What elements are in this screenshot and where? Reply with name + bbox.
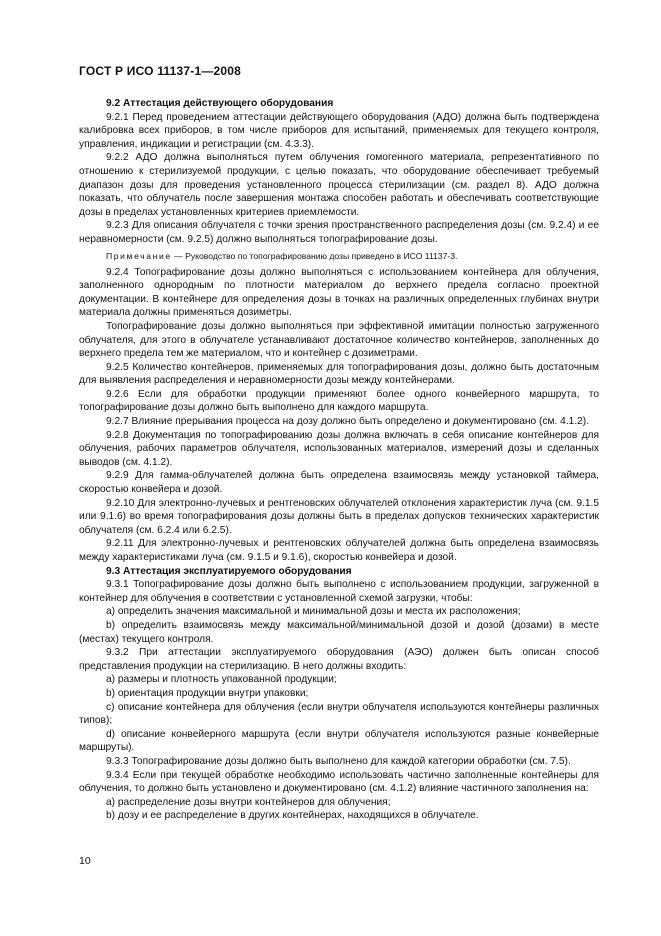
list-item-9-3-1-b: b) определить взаимосвязь между максимальной/минимальной дозой и дозой (дозами) в месте (местах) текущего контроля. bbox=[79, 619, 599, 645]
paragraph-9-2-1: 9.2.1 Перед проведением аттестации действующего оборудования (АДО) должна быть подтверждена калибровка всех приборов, в том числе приборов для испытаний, применяемых для текущего контроля, управления, индикации и регистрации (см. 4.3.3). bbox=[79, 111, 599, 150]
note bbox=[79, 250, 599, 263]
paragraph-9-2-8: 9.2.8 Документация по топографированию дозы должна включать в себя описание контейнеров для облучения, рабочих параметров облучателя, использованных материалов, измерений дозы и сделанных выводов (см. 4.1.2). bbox=[79, 429, 599, 468]
section-heading-9-2: 9.2 Аттестация действующего оборудования bbox=[106, 98, 334, 109]
paragraph-9-2-4-cont: Топографирование дозы должно выполняться при эффективной имитации полностью загруженного облучателя, для этого в облучателе устанавливают достаточное количество контейнеров, заполненных до верхнего предела тем же материалом, что и контейнер с дозиметрами. bbox=[79, 320, 599, 360]
paragraph-9-2-2: 9.2.2 АДО должна выполняться путем облучения гомогенного материала, репрезентативного по отношению к стерилизуемой продукции, с целью показать, что оборудование обеспечивает требуемый диапазон дозы для проведения установленного процесса стерилизации (см. раздел 8). АДО должна показать, что облучатель после завершения монтажа способен работать и обеспечивать соответствующие дозы в пределах установленных критериев приемлемости. bbox=[79, 152, 599, 218]
paragraph-9-3-4: 9.3.4 Если при текущей обработке необходимо использовать частично заполненные контейнеры для облучения, то должно быть установлено и документировано (см. 4.1.2) влияние частичного заполнения на: bbox=[79, 769, 599, 795]
list-item-9-3-2-a: a) размеры и плотность упакованной продукции; bbox=[106, 674, 337, 686]
paragraph-9-2-7: 9.2.7 Влияние прерывания процесса на дозу должно быть определено и документировано (см. 4.1.2). bbox=[106, 416, 590, 428]
paragraph-9-2-10: 9.2.10 Для электронно-лучевых и рентгеновских облучателей отклонения характеристик луча (см. 9.1.5 или 9.1.6) во время топографирования дозы должны быть в пределах допусков технических характеристик облучателя (см. 6.2.4 или 6.2.5). bbox=[79, 497, 599, 536]
list-item-9-3-2-b: b) ориентация продукции внутри упаковки; bbox=[106, 687, 309, 699]
paragraph-9-2-3: 9.2.3 Для описания облучателя с точки зрения пространственного распределения дозы (см. 9.2.4) и ее неравномерности (см. 9.2.5) должно выполняться топографирование дозы. bbox=[79, 220, 599, 245]
paragraph-9-2-9: 9.2.9 Для гамма-облучателей должна быть определена взаимосвязь между установкой таймера, скоростью конвейера и дозой. bbox=[79, 470, 599, 496]
list-item-9-3-4-b: b) дозу и ее распределение в других контейнерах, находящихся в облучателе. bbox=[106, 810, 479, 822]
paragraph-9-3-3: 9.3.3 Топографирование дозы должно быть выполнено для каждой категории обработки (см. 7.5). bbox=[106, 755, 571, 767]
page-number: 10 bbox=[79, 855, 91, 867]
list-item-9-3-4-a: a) распределение дозы внутри контейнеров для облучения; bbox=[106, 796, 391, 808]
paragraph-9-3-1: 9.3.1 Топографирование дозы должно быть выполнено с использованием продукции, загруженной в контейнер для облучения в соответствии с установленной схемой загрузки, чтобы: bbox=[79, 579, 599, 604]
note-label: Примечание bbox=[106, 250, 172, 261]
paragraph-9-2-11: 9.2.11 Для электронно-лучевых и рентгеновских облучателей должна быть определена взаимосвязь между характеристиками луча (см. 9.1.5 и 9.1.6), скоростью конвейера и дозой. bbox=[79, 538, 599, 563]
list-item-9-3-2-d: d) описание конвейерного маршрута (если внутри облучателя используются разные конвейерные маршруты). bbox=[79, 728, 599, 754]
paragraph-9-3-2: 9.3.2 При аттестации эксплуатируемого оборудования (АЭО) должен быть описан способ представления продукции на стерилизацию. В него должны входить: bbox=[79, 647, 599, 672]
document-code: ГОСТ Р ИСО 11137-1—2008 bbox=[79, 64, 242, 78]
note-text: — Руководство по топографированию дозы приведено в ИСО 11137-3. bbox=[171, 250, 458, 261]
document-body bbox=[79, 97, 599, 823]
paragraph-9-2-4: 9.2.4 Топографирование дозы должно выполняться с использованием контейнера для облучения, заполненного однородным по плотности материалом до верхнего предела согласно проектной документации. В контейнере для определения дозы в точках на различных определенных глубинах внутри материала должны применяться дозиметры. bbox=[79, 266, 599, 319]
paragraph-9-2-6: 9.2.6 Если для обработки продукции применяют более одного конвейерного маршрута, то топографирование дозы должно быть выполнено для каждого маршрута. bbox=[79, 388, 599, 414]
section-heading-9-3: 9.3 Аттестация эксплуатируемого оборудования bbox=[106, 565, 352, 577]
list-item-9-3-2-c: c) описание контейнера для облучения (если внутри облучателя используются контейнеры различных типов); bbox=[79, 701, 599, 727]
list-item-9-3-1-a: a) определить значения максимальной и минимальной дозы и места их расположения; bbox=[106, 606, 521, 618]
paragraph-9-2-5: 9.2.5 Количество контейнеров, применяемых для топографирования дозы, должно быть достаточным для выявления распределения и неравномерности дозы между контейнерами. bbox=[79, 361, 599, 387]
